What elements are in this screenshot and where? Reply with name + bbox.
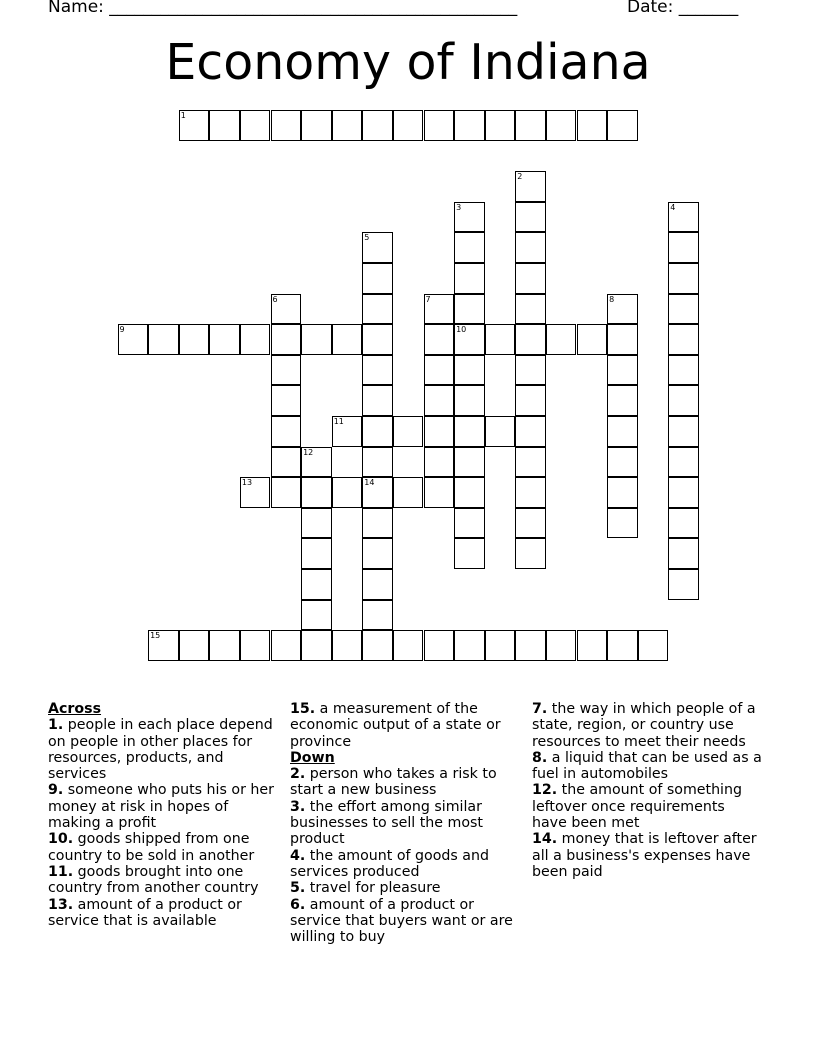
- crossword-cell[interactable]: [454, 324, 485, 355]
- crossword-cell[interactable]: [301, 508, 332, 539]
- crossword-cell[interactable]: [454, 355, 485, 386]
- crossword-cell[interactable]: [607, 477, 638, 508]
- crossword-cell[interactable]: [271, 385, 302, 416]
- clue-number: 7: [425, 294, 431, 304]
- crossword-cell[interactable]: [179, 110, 210, 141]
- crossword-cell[interactable]: [607, 385, 638, 416]
- clue-number: 3: [456, 202, 462, 212]
- crossword-cell[interactable]: [362, 477, 393, 508]
- crossword-cell[interactable]: [546, 324, 577, 355]
- crossword-cell[interactable]: [607, 324, 638, 355]
- crossword-cell[interactable]: [454, 538, 485, 569]
- crossword-cell[interactable]: [362, 294, 393, 325]
- crossword-cell[interactable]: [362, 508, 393, 539]
- crossword-cell[interactable]: [240, 477, 271, 508]
- crossword-cell[interactable]: [209, 324, 240, 355]
- crossword-cell[interactable]: [240, 630, 271, 661]
- crossword-cell[interactable]: [515, 508, 546, 539]
- crossword-cell[interactable]: [179, 324, 210, 355]
- crossword-cell[interactable]: [515, 324, 546, 355]
- crossword-cell[interactable]: [301, 447, 332, 478]
- crossword-cell[interactable]: [362, 600, 393, 631]
- crossword-cell[interactable]: [668, 355, 699, 386]
- crossword-cell[interactable]: [301, 324, 332, 355]
- crossword-cell[interactable]: [332, 416, 363, 447]
- crossword-cell[interactable]: [454, 110, 485, 141]
- crossword-cell[interactable]: [362, 324, 393, 355]
- crossword-cell[interactable]: [240, 324, 271, 355]
- crossword-cell[interactable]: [148, 630, 179, 661]
- crossword-cell[interactable]: [362, 538, 393, 569]
- crossword-cell[interactable]: [515, 110, 546, 141]
- crossword-cell[interactable]: [362, 416, 393, 447]
- crossword-cell[interactable]: [515, 202, 546, 233]
- crossword-cell[interactable]: [668, 263, 699, 294]
- crossword-cell[interactable]: [515, 416, 546, 447]
- clue-across-11: 11. goods brought into one country from another country: [48, 863, 259, 897]
- crossword-cell[interactable]: [332, 630, 363, 661]
- crossword-cell[interactable]: [424, 294, 455, 325]
- crossword-cell[interactable]: [607, 447, 638, 478]
- crossword-cell[interactable]: [668, 569, 699, 600]
- crossword-cell[interactable]: [546, 630, 577, 661]
- crossword-cell[interactable]: [668, 416, 699, 447]
- crossword-cell[interactable]: [668, 324, 699, 355]
- date-field-label: Date: _______: [627, 0, 739, 17]
- crossword-cell[interactable]: [668, 447, 699, 478]
- crossword-cell[interactable]: [424, 385, 455, 416]
- crossword-cell[interactable]: [577, 630, 608, 661]
- crossword-cell[interactable]: [515, 355, 546, 386]
- crossword-cell[interactable]: [454, 385, 485, 416]
- crossword-cell[interactable]: [271, 416, 302, 447]
- crossword-cell[interactable]: [515, 385, 546, 416]
- clue-down-7: 7. the way in which people of a state, region, or country use resources to meet their needs: [532, 701, 756, 750]
- crossword-cell[interactable]: [424, 630, 455, 661]
- crossword-cell[interactable]: [454, 477, 485, 508]
- crossword-cell[interactable]: [271, 110, 302, 141]
- clue-number: 8: [609, 294, 615, 304]
- clue-number: 1: [180, 111, 186, 120]
- crossword-cell[interactable]: [515, 294, 546, 325]
- crossword-cell[interactable]: [515, 171, 546, 202]
- crossword-cell[interactable]: [271, 324, 302, 355]
- crossword-cell[interactable]: [454, 294, 485, 325]
- clue-down-8: 8. a liquid that can be used as a fuel in automobiles: [532, 749, 762, 783]
- clue-down-2: 2. person who takes a risk to start a new business: [290, 766, 497, 799]
- crossword-cell[interactable]: [515, 263, 546, 294]
- clue-number: 10: [456, 325, 467, 335]
- clue-number: 11: [333, 417, 344, 426]
- crossword-cell[interactable]: [668, 385, 699, 416]
- crossword-cell[interactable]: [393, 416, 424, 447]
- crossword-cell[interactable]: [424, 477, 455, 508]
- crossword-cell[interactable]: [209, 630, 240, 661]
- crossword-cell[interactable]: [607, 355, 638, 386]
- crossword-cell[interactable]: [301, 538, 332, 569]
- crossword-cell[interactable]: [668, 538, 699, 569]
- crossword-cell[interactable]: [362, 263, 393, 294]
- crossword-cell[interactable]: [301, 569, 332, 600]
- crossword-cell[interactable]: [485, 416, 516, 447]
- crossword-cell[interactable]: [362, 569, 393, 600]
- crossword-cell[interactable]: [668, 294, 699, 325]
- crossword-cell[interactable]: [271, 630, 302, 661]
- crossword-cell[interactable]: [148, 324, 179, 355]
- name-field-label: Name: ________________________________________________: [48, 0, 518, 17]
- crossword-cell[interactable]: [668, 477, 699, 508]
- crossword-cell[interactable]: [393, 477, 424, 508]
- crossword-cell[interactable]: [362, 385, 393, 416]
- crossword-cell[interactable]: [301, 600, 332, 631]
- crossword-cell[interactable]: [668, 202, 699, 233]
- clue-down-14: 14. money that is leftover after all a business's expenses have been paid: [532, 831, 757, 880]
- crossword-cell[interactable]: [607, 508, 638, 539]
- crossword-cell[interactable]: [454, 416, 485, 447]
- clue-down-3: 3. the effort among similar businesses to sell the most product: [290, 798, 483, 848]
- clue-down-6: 6. amount of a product or service that buyers want or are willing to buy: [290, 896, 513, 946]
- crossword-cell[interactable]: [332, 477, 363, 508]
- crossword-cell[interactable]: [301, 630, 332, 661]
- crossword-cell[interactable]: [271, 477, 302, 508]
- crossword-cell[interactable]: [485, 324, 516, 355]
- crossword-cell[interactable]: [393, 110, 424, 141]
- clue-number: 15: [150, 631, 161, 641]
- crossword-cell[interactable]: [424, 447, 455, 478]
- crossword-cell[interactable]: [485, 110, 516, 141]
- crossword-cell[interactable]: [240, 110, 271, 141]
- clue-across-15: 15. a measurement of the economic output of a state or province: [290, 701, 501, 750]
- crossword-cell[interactable]: [118, 324, 149, 355]
- crossword-cell[interactable]: [546, 110, 577, 141]
- clue-number: 13: [241, 478, 253, 488]
- crossword-cell[interactable]: [607, 110, 638, 141]
- clue-down-4: 4. the amount of goods and services produced: [290, 847, 489, 880]
- clue-number: 12: [303, 447, 314, 457]
- crossword-cell[interactable]: [607, 630, 638, 661]
- crossword-cell[interactable]: [271, 294, 302, 325]
- crossword-cell[interactable]: [638, 630, 669, 661]
- crossword-cell[interactable]: [424, 324, 455, 355]
- clue-across-9: 9. someone who puts his or her money at risk in hopes of making a profit: [48, 782, 274, 832]
- clue-across-1: 1. people in each place depend on people in other places for resources, products, and services: [48, 717, 273, 783]
- clue-number: 6: [272, 294, 278, 304]
- clue-column-1: [48, 701, 278, 929]
- clue-across-10: 10. goods shipped from one country to be sold in another: [48, 831, 255, 864]
- clue-column-2: [290, 701, 526, 945]
- crossword-cell[interactable]: [393, 630, 424, 661]
- page-title: Economy of Indiana: [165, 34, 651, 91]
- crossword-cell[interactable]: [515, 447, 546, 478]
- crossword-cell[interactable]: [271, 447, 302, 478]
- crossword-cell[interactable]: [454, 508, 485, 539]
- crossword-cell[interactable]: [362, 110, 393, 141]
- crossword-cell[interactable]: [515, 232, 546, 263]
- crossword-cell[interactable]: [515, 477, 546, 508]
- crossword-cell[interactable]: [454, 447, 485, 478]
- crossword-cell[interactable]: [515, 630, 546, 661]
- crossword-cell[interactable]: [668, 508, 699, 539]
- crossword-cell[interactable]: [362, 630, 393, 661]
- crossword-cell[interactable]: [607, 416, 638, 447]
- crossword-cell[interactable]: [515, 538, 546, 569]
- crossword-cell[interactable]: [607, 294, 638, 325]
- crossword-cell[interactable]: [668, 232, 699, 263]
- crossword-cell[interactable]: [424, 416, 455, 447]
- clue-number: 2: [517, 172, 523, 182]
- crossword-cell[interactable]: [362, 232, 393, 263]
- crossword-cell[interactable]: [454, 630, 485, 661]
- crossword-cell[interactable]: [424, 110, 455, 141]
- clue-number: 5: [364, 233, 370, 243]
- crossword-cell[interactable]: [454, 232, 485, 263]
- crossword-cell[interactable]: [332, 110, 363, 141]
- down-heading: Down: [290, 749, 335, 766]
- crossword-cell[interactable]: [485, 630, 516, 661]
- crossword-cell[interactable]: [454, 202, 485, 233]
- clue-number: 14: [364, 478, 375, 488]
- crossword-cell[interactable]: [454, 263, 485, 294]
- crossword-cell[interactable]: [209, 110, 240, 141]
- clue-across-13: 13. amount of a product or service that is available: [48, 896, 242, 929]
- crossword-cell[interactable]: [271, 355, 302, 386]
- crossword-cell[interactable]: [179, 630, 210, 661]
- crossword-cell[interactable]: [577, 110, 608, 141]
- clue-number: 4: [670, 202, 676, 212]
- clue-down-5: 5. travel for pleasure: [290, 880, 441, 897]
- crossword-cell[interactable]: [301, 110, 332, 141]
- clue-number: 9: [119, 325, 125, 335]
- clue-down-12: 12. the amount of something leftover once requirements have been met: [532, 782, 742, 832]
- crossword-cell[interactable]: [301, 477, 332, 508]
- crossword-cell[interactable]: [332, 324, 363, 355]
- crossword-cell[interactable]: [362, 447, 393, 478]
- across-heading: Across: [48, 701, 102, 717]
- clue-column-3: [532, 701, 762, 880]
- crossword-cell[interactable]: [362, 355, 393, 386]
- crossword-cell[interactable]: [424, 355, 455, 386]
- crossword-cell[interactable]: [577, 324, 608, 355]
